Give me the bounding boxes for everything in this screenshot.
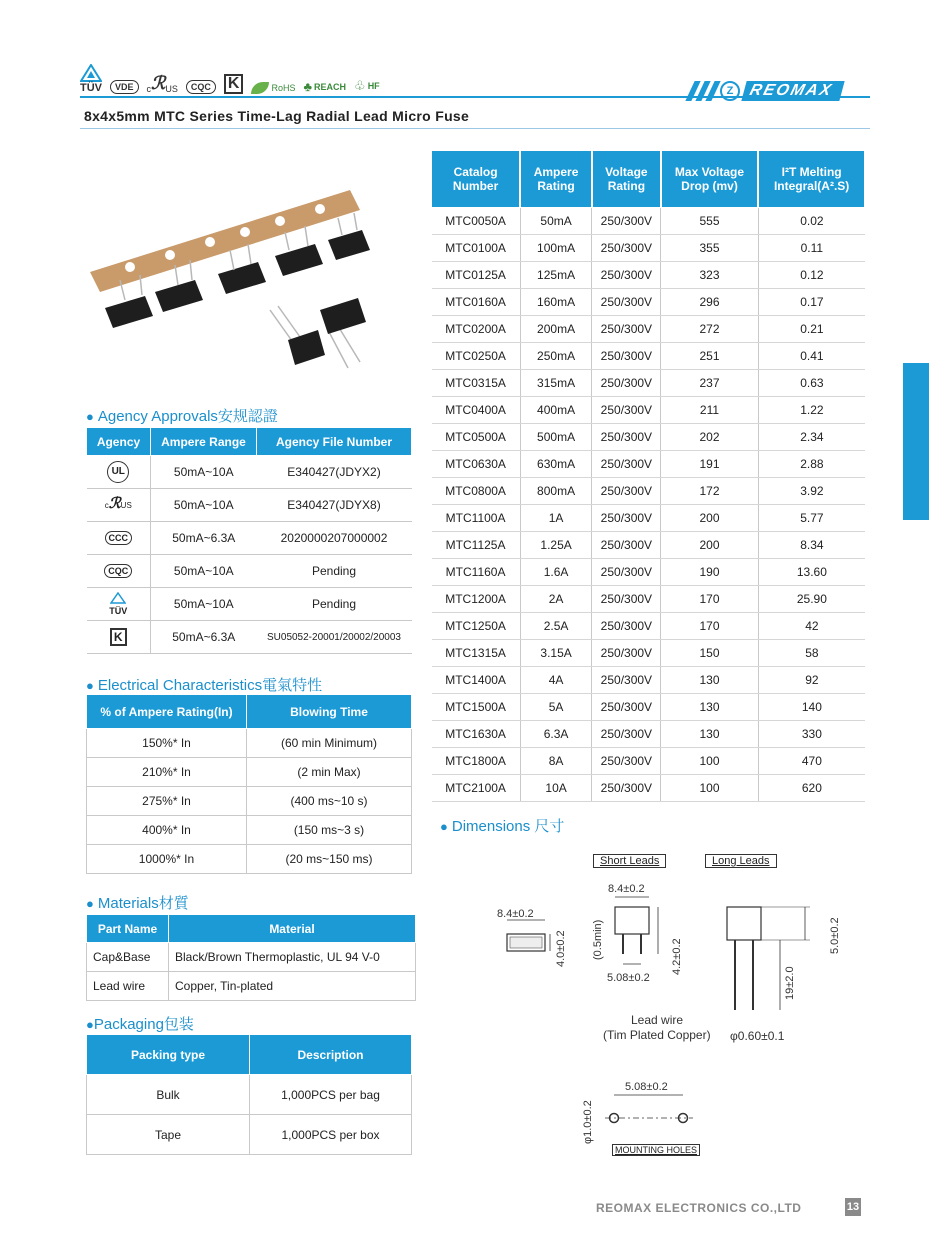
col-percent-rating: % of Ampere Rating(In) bbox=[87, 695, 247, 729]
long-lead-body bbox=[727, 907, 761, 940]
agency-row bbox=[87, 489, 412, 522]
electrical-row bbox=[87, 758, 412, 787]
agency-body bbox=[87, 456, 412, 654]
catalog-number-cell: MTC0500A bbox=[432, 424, 521, 451]
i2t-cell: 620 bbox=[758, 775, 865, 802]
voltage-drop-cell: 190 bbox=[661, 559, 758, 586]
part-name-cell: Lead wire bbox=[87, 972, 169, 1001]
spec-row bbox=[432, 640, 866, 667]
cqc-icon: CQC bbox=[87, 555, 151, 588]
catalog-number-cell: MTC0200A bbox=[432, 316, 521, 343]
agency-row bbox=[87, 621, 412, 654]
col-ampere-rating: Ampere Rating bbox=[520, 151, 592, 208]
col-i2t-integral: I²T Melting Integral(A².S) bbox=[758, 151, 865, 208]
spec-row bbox=[432, 424, 866, 451]
i2t-cell: 0.63 bbox=[758, 370, 865, 397]
catalog-number-cell: MTC0160A bbox=[432, 289, 521, 316]
catalog-number-cell: MTC2100A bbox=[432, 775, 521, 802]
catalog-number-cell: MTC1400A bbox=[432, 667, 521, 694]
materials-body bbox=[87, 943, 416, 1001]
ampere-rating-cell: 8A bbox=[520, 748, 592, 775]
reach-logo bbox=[303, 79, 346, 94]
catalog-number-cell: MTC0125A bbox=[432, 262, 521, 289]
agency-file-cell: E340427(JDYX8) bbox=[257, 489, 412, 522]
spec-body bbox=[432, 208, 866, 802]
voltage-drop-cell: 200 bbox=[661, 532, 758, 559]
ampere-rating-cell: 50mA bbox=[520, 208, 592, 235]
electrical-row bbox=[87, 845, 412, 874]
voltage-rating-cell: 250/300V bbox=[592, 208, 661, 235]
ampere-rating-cell: 200mA bbox=[520, 316, 592, 343]
i2t-cell: 0.21 bbox=[758, 316, 865, 343]
voltage-rating-cell: 250/300V bbox=[592, 694, 661, 721]
spec-row bbox=[432, 586, 866, 613]
voltage-rating-cell: 250/300V bbox=[592, 532, 661, 559]
spec-row bbox=[432, 370, 866, 397]
agency-heading-text: Agency Approvals安规認證 bbox=[97, 408, 278, 425]
spec-row bbox=[432, 775, 866, 802]
rohs-label: RoHS bbox=[271, 83, 296, 93]
ampere-rating-cell: 1.25A bbox=[520, 532, 592, 559]
catalog-number-cell: MTC1315A bbox=[432, 640, 521, 667]
voltage-drop-cell: 323 bbox=[661, 262, 758, 289]
catalog-number-cell: MTC1200A bbox=[432, 586, 521, 613]
voltage-rating-cell: 250/300V bbox=[592, 721, 661, 748]
lead-wire-note: (Tim Plated Copper) bbox=[603, 1028, 711, 1042]
i2t-cell: 0.41 bbox=[758, 343, 865, 370]
ampere-range-cell: 50mA~10A bbox=[151, 456, 257, 489]
ampere-rating-cell: 3.15A bbox=[520, 640, 592, 667]
page-title: 8x4x5mm MTC Series Time-Lag Radial Lead Micro Fuse bbox=[84, 108, 470, 124]
percent-rating-cell: 1000%* In bbox=[87, 845, 247, 874]
agency-file-cell: 2020000207000002 bbox=[257, 522, 412, 555]
electrical-heading-text: Electrical Characteristics電氣特性 bbox=[97, 677, 323, 694]
catalog-number-cell: MTC0250A bbox=[432, 343, 521, 370]
ampere-rating-cell: 500mA bbox=[520, 424, 592, 451]
agency-header-row bbox=[87, 428, 412, 456]
catalog-number-cell: MTC1100A bbox=[432, 505, 521, 532]
i2t-cell: 1.22 bbox=[758, 397, 865, 424]
agency-file-cell: E340427(JDYX2) bbox=[257, 456, 412, 489]
materials-row bbox=[87, 943, 416, 972]
i2t-cell: 92 bbox=[758, 667, 865, 694]
spec-row bbox=[432, 613, 866, 640]
i2t-cell: 3.92 bbox=[758, 478, 865, 505]
voltage-drop-cell: 296 bbox=[661, 289, 758, 316]
packing-type-cell: Bulk bbox=[87, 1075, 250, 1115]
i2t-cell: 5.77 bbox=[758, 505, 865, 532]
ampere-rating-cell: 10A bbox=[520, 775, 592, 802]
voltage-drop-cell: 170 bbox=[661, 613, 758, 640]
tuv-logo bbox=[80, 64, 102, 94]
voltage-rating-cell: 250/300V bbox=[592, 370, 661, 397]
catalog-number-cell: MTC0315A bbox=[432, 370, 521, 397]
voltage-drop-cell: 211 bbox=[661, 397, 758, 424]
voltage-drop-cell: 130 bbox=[661, 667, 758, 694]
lead-diameter-dim: φ0.60±0.1 bbox=[730, 1029, 785, 1043]
voltage-rating-cell: 250/300V bbox=[592, 640, 661, 667]
col-blowing-time: Blowing Time bbox=[247, 695, 412, 729]
tuv-icon: TÜV bbox=[87, 588, 151, 621]
catalog-number-cell: MTC0800A bbox=[432, 478, 521, 505]
sprout-icon: ♣ bbox=[303, 79, 313, 94]
spec-row bbox=[432, 667, 866, 694]
voltage-drop-cell: 202 bbox=[661, 424, 758, 451]
percent-rating-cell: 400%* In bbox=[87, 816, 247, 845]
voltage-rating-cell: 250/300V bbox=[592, 451, 661, 478]
voltage-rating-cell: 250/300V bbox=[592, 586, 661, 613]
electrical-row bbox=[87, 816, 412, 845]
ampere-rating-cell: 125mA bbox=[520, 262, 592, 289]
i2t-cell: 330 bbox=[758, 721, 865, 748]
voltage-rating-cell: 250/300V bbox=[592, 235, 661, 262]
lead-pitch-dim: 5.08±0.2 bbox=[607, 972, 650, 984]
page-number: 13 bbox=[845, 1198, 861, 1216]
side-height-dim: 4.0±0.2 bbox=[555, 930, 567, 967]
col-packing-type: Packing type bbox=[87, 1035, 250, 1075]
blowing-time-cell: (400 ms~10 s) bbox=[247, 787, 412, 816]
materials-table bbox=[86, 914, 416, 1001]
packaging-row bbox=[87, 1115, 412, 1155]
ul-c-label: c bbox=[146, 84, 152, 94]
agency-row bbox=[87, 555, 412, 588]
blowing-time-cell: (60 min Minimum) bbox=[247, 729, 412, 758]
spec-row bbox=[432, 316, 866, 343]
spec-row bbox=[432, 235, 866, 262]
voltage-rating-cell: 250/300V bbox=[592, 613, 661, 640]
spec-row bbox=[432, 208, 866, 235]
electrical-body bbox=[87, 729, 412, 874]
sprout-icon: ♧ bbox=[354, 78, 366, 93]
packaging-body bbox=[87, 1075, 412, 1155]
percent-rating-cell: 210%* In bbox=[87, 758, 247, 787]
vde-logo bbox=[110, 80, 139, 94]
i2t-cell: 0.02 bbox=[758, 208, 865, 235]
ampere-range-cell: 50mA~6.3A bbox=[151, 522, 257, 555]
voltage-rating-cell: 250/300V bbox=[592, 262, 661, 289]
voltage-drop-cell: 272 bbox=[661, 316, 758, 343]
ampere-rating-cell: 160mA bbox=[520, 289, 592, 316]
dimensions-heading-text: Dimensions 尺寸 bbox=[451, 818, 565, 835]
voltage-drop-cell: 172 bbox=[661, 478, 758, 505]
voltage-drop-cell: 251 bbox=[661, 343, 758, 370]
i2t-cell: 25.90 bbox=[758, 586, 865, 613]
voltage-drop-cell: 355 bbox=[661, 235, 758, 262]
ampere-rating-cell: 4A bbox=[520, 667, 592, 694]
gap-dim: (0.5min) bbox=[592, 919, 604, 960]
lead-wire-label: Lead wire bbox=[631, 1013, 684, 1027]
description-cell: 1,000PCS per bag bbox=[250, 1075, 412, 1115]
voltage-rating-cell: 250/300V bbox=[592, 559, 661, 586]
col-ampere-range: Ampere Range bbox=[151, 428, 257, 456]
side-tab bbox=[903, 363, 929, 520]
voltage-drop-cell: 130 bbox=[661, 721, 758, 748]
agency-file-cell: Pending bbox=[257, 588, 412, 621]
kc-icon: K bbox=[224, 74, 244, 94]
col-catalog-number: Catalog Number bbox=[432, 151, 521, 208]
materials-heading-text: Materials材質 bbox=[97, 895, 189, 912]
spec-row bbox=[432, 397, 866, 424]
materials-header-row bbox=[87, 915, 416, 943]
spec-table bbox=[431, 150, 866, 802]
catalog-number-cell: MTC1630A bbox=[432, 721, 521, 748]
spec-row bbox=[432, 505, 866, 532]
dimensions-heading: ● Dimensions 尺寸 bbox=[440, 818, 565, 835]
i2t-cell: 2.34 bbox=[758, 424, 865, 451]
voltage-drop-cell: 130 bbox=[661, 694, 758, 721]
i2t-cell: 0.17 bbox=[758, 289, 865, 316]
catalog-number-cell: MTC1125A bbox=[432, 532, 521, 559]
material-cell: Copper, Tin-plated bbox=[169, 972, 416, 1001]
voltage-rating-cell: 250/300V bbox=[592, 289, 661, 316]
tuv-triangle-icon bbox=[80, 64, 102, 82]
vde-label: VDE bbox=[110, 80, 139, 94]
certification-logos bbox=[80, 50, 380, 94]
catalog-number-cell: MTC1160A bbox=[432, 559, 521, 586]
ampere-rating-cell: 1A bbox=[520, 505, 592, 532]
voltage-rating-cell: 250/300V bbox=[592, 478, 661, 505]
voltage-drop-cell: 237 bbox=[661, 370, 758, 397]
agency-heading: ● Agency Approvals安规認證 bbox=[86, 408, 278, 425]
agency-file-cell: Pending bbox=[257, 555, 412, 588]
materials-heading: ● Materials材質 bbox=[86, 895, 189, 912]
voltage-drop-cell: 191 bbox=[661, 451, 758, 478]
spec-row bbox=[432, 748, 866, 775]
spec-row bbox=[432, 289, 866, 316]
packing-type-cell: Tape bbox=[87, 1115, 250, 1155]
i2t-cell: 13.60 bbox=[758, 559, 865, 586]
ampere-rating-cell: 100mA bbox=[520, 235, 592, 262]
packaging-heading: ●Packaging包装 bbox=[86, 1016, 194, 1033]
spec-row bbox=[432, 478, 866, 505]
electrical-table bbox=[86, 694, 412, 874]
ccc-icon: CCC bbox=[87, 522, 151, 555]
ampere-rating-cell: 2.5A bbox=[520, 613, 592, 640]
cqc-logo bbox=[186, 80, 216, 94]
catalog-number-cell: MTC1250A bbox=[432, 613, 521, 640]
agency-table bbox=[86, 427, 412, 654]
hf-logo bbox=[354, 78, 380, 94]
voltage-drop-cell: 200 bbox=[661, 505, 758, 532]
material-cell: Black/Brown Thermoplastic, UL 94 V-0 bbox=[169, 943, 416, 972]
brand-name: REOMAX bbox=[741, 81, 845, 101]
voltage-rating-cell: 250/300V bbox=[592, 397, 661, 424]
tuv-label: TÜV bbox=[80, 82, 102, 94]
hf-label: HF bbox=[367, 81, 380, 91]
body-height-dim: 5.0±0.2 bbox=[829, 917, 841, 954]
voltage-drop-cell: 100 bbox=[661, 775, 758, 802]
packaging-row bbox=[87, 1075, 412, 1115]
top-width-dim: 8.4±0.2 bbox=[497, 908, 534, 920]
packaging-heading-text: Packaging包装 bbox=[93, 1016, 194, 1033]
hole-pitch-dim: 5.08±0.2 bbox=[625, 1081, 668, 1093]
packaging-header-row bbox=[87, 1035, 412, 1075]
voltage-rating-cell: 250/300V bbox=[592, 748, 661, 775]
ampere-range-cell: 50mA~10A bbox=[151, 489, 257, 522]
top-view-label bbox=[510, 937, 542, 948]
ampere-rating-cell: 2A bbox=[520, 586, 592, 613]
reach-label: REACH bbox=[314, 81, 347, 92]
ampere-rating-cell: 400mA bbox=[520, 397, 592, 424]
spec-row bbox=[432, 343, 866, 370]
ampere-range-cell: 50mA~10A bbox=[151, 588, 257, 621]
title-rule bbox=[80, 128, 870, 129]
ampere-rating-cell: 800mA bbox=[520, 478, 592, 505]
electrical-row bbox=[87, 729, 412, 758]
catalog-number-cell: MTC0050A bbox=[432, 208, 521, 235]
catalog-number-cell: MTC1800A bbox=[432, 748, 521, 775]
ul-logo bbox=[147, 73, 178, 94]
voltage-rating-cell: 250/300V bbox=[592, 316, 661, 343]
hole-dia-dim: φ1.0±0.2 bbox=[582, 1100, 594, 1144]
voltage-rating-cell: 250/300V bbox=[592, 667, 661, 694]
col-voltage-drop: Max Voltage Drop (mv) bbox=[661, 151, 758, 208]
curus-icon: cℛUS bbox=[87, 489, 151, 522]
percent-rating-cell: 275%* In bbox=[87, 787, 247, 816]
col-material: Material bbox=[169, 915, 416, 943]
voltage-drop-cell: 100 bbox=[661, 748, 758, 775]
brand-mark-icon: Z bbox=[720, 81, 740, 101]
col-description: Description bbox=[250, 1035, 412, 1075]
col-voltage-rating: Voltage Rating bbox=[592, 151, 661, 208]
ampere-rating-cell: 250mA bbox=[520, 343, 592, 370]
agency-row bbox=[87, 522, 412, 555]
catalog-number-cell: MTC1500A bbox=[432, 694, 521, 721]
ampere-rating-cell: 1.6A bbox=[520, 559, 592, 586]
spec-row bbox=[432, 262, 866, 289]
i2t-cell: 58 bbox=[758, 640, 865, 667]
i2t-cell: 2.88 bbox=[758, 451, 865, 478]
spec-row bbox=[432, 694, 866, 721]
i2t-cell: 0.11 bbox=[758, 235, 865, 262]
agency-row bbox=[87, 456, 412, 489]
kc-logo bbox=[224, 74, 244, 94]
col-part-name: Part Name bbox=[87, 915, 169, 943]
voltage-rating-cell: 250/300V bbox=[592, 505, 661, 532]
catalog-number-cell: MTC0400A bbox=[432, 397, 521, 424]
spec-row bbox=[432, 559, 866, 586]
product-photo bbox=[80, 180, 380, 390]
i2t-cell: 470 bbox=[758, 748, 865, 775]
blowing-time-cell: (150 ms~3 s) bbox=[247, 816, 412, 845]
electrical-row bbox=[87, 787, 412, 816]
rohs-logo bbox=[251, 82, 295, 94]
leaf-icon bbox=[251, 82, 269, 94]
materials-row bbox=[87, 972, 416, 1001]
voltage-drop-cell: 170 bbox=[661, 586, 758, 613]
electrical-header-row bbox=[87, 695, 412, 729]
voltage-rating-cell: 250/300V bbox=[592, 424, 661, 451]
blowing-time-cell: (2 min Max) bbox=[247, 758, 412, 787]
kc-icon: K bbox=[87, 621, 151, 654]
voltage-rating-cell: 250/300V bbox=[592, 343, 661, 370]
spec-row bbox=[432, 451, 866, 478]
short-height-dim: 4.2±0.2 bbox=[671, 938, 683, 975]
short-width-dim: 8.4±0.2 bbox=[608, 883, 645, 895]
short-lead-body bbox=[615, 907, 649, 934]
col-agency: Agency bbox=[87, 428, 151, 456]
ampere-rating-cell: 5A bbox=[520, 694, 592, 721]
agency-row bbox=[87, 588, 412, 621]
blowing-time-cell: (20 ms~150 ms) bbox=[247, 845, 412, 874]
catalog-number-cell: MTC0100A bbox=[432, 235, 521, 262]
i2t-cell: 140 bbox=[758, 694, 865, 721]
description-cell: 1,000PCS per box bbox=[250, 1115, 412, 1155]
long-leads-label: Long Leads bbox=[705, 854, 777, 868]
catalog-number-cell: MTC0630A bbox=[432, 451, 521, 478]
i2t-cell: 42 bbox=[758, 613, 865, 640]
part-name-cell: Cap&Base bbox=[87, 943, 169, 972]
ampere-range-cell: 50mA~10A bbox=[151, 555, 257, 588]
packaging-table bbox=[86, 1034, 412, 1155]
cqc-label: CQC bbox=[186, 80, 216, 94]
agency-file-cell: SU05052-20001/20002/20003 bbox=[257, 621, 412, 654]
footer-company: REOMAX ELECTRONICS CO.,LTD bbox=[596, 1201, 802, 1215]
spec-row bbox=[432, 721, 866, 748]
short-leads-label: Short Leads bbox=[593, 854, 666, 868]
spec-header-row bbox=[432, 151, 866, 208]
ul-icon: UL bbox=[87, 456, 151, 489]
mounting-holes-label: MOUNTING HOLES bbox=[612, 1144, 700, 1156]
i2t-cell: 8.34 bbox=[758, 532, 865, 559]
ampere-rating-cell: 630mA bbox=[520, 451, 592, 478]
voltage-drop-cell: 555 bbox=[661, 208, 758, 235]
ul-us-label: US bbox=[165, 84, 178, 94]
electrical-heading: ● Electrical Characteristics電氣特性 bbox=[86, 677, 323, 694]
voltage-rating-cell: 250/300V bbox=[592, 775, 661, 802]
ul-mark-icon: ℛ bbox=[151, 73, 166, 93]
ampere-rating-cell: 6.3A bbox=[520, 721, 592, 748]
percent-rating-cell: 150%* In bbox=[87, 729, 247, 758]
ampere-rating-cell: 315mA bbox=[520, 370, 592, 397]
dimension-drawing bbox=[480, 872, 860, 1062]
i2t-cell: 0.12 bbox=[758, 262, 865, 289]
brand-logo bbox=[690, 80, 842, 102]
lead-length-dim: 19±2.0 bbox=[784, 966, 796, 1000]
voltage-drop-cell: 150 bbox=[661, 640, 758, 667]
ampere-range-cell: 50mA~6.3A bbox=[151, 621, 257, 654]
spec-row bbox=[432, 532, 866, 559]
col-agency-file: Agency File Number bbox=[257, 428, 412, 456]
